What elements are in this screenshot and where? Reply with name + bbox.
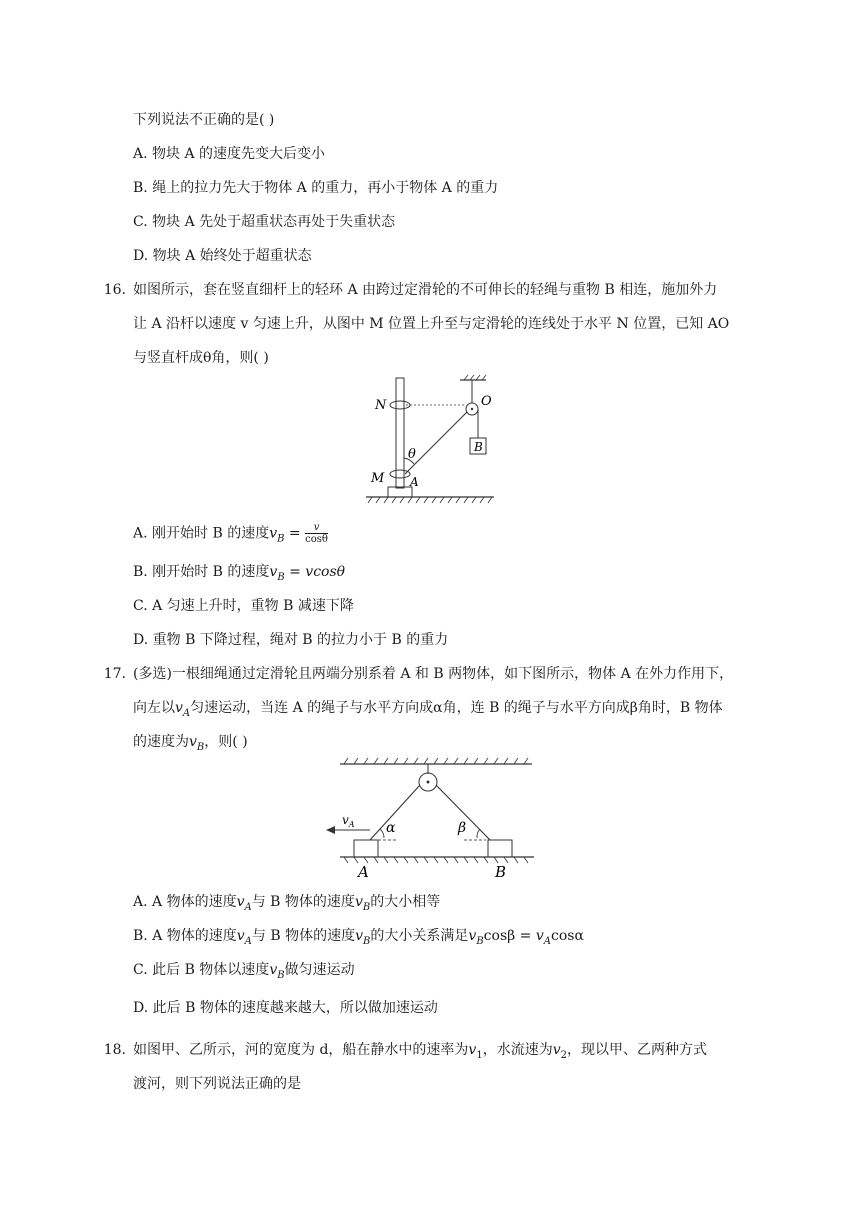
label-n: N — [375, 398, 387, 413]
q16-option-d: D. 重物 B 下降过程，绳对 B 的拉力小于 B 的重力 — [133, 632, 449, 648]
prev-option-d: D. 物块 A 始终处于超重状态 — [133, 248, 312, 264]
prev-question-stem: 下列说法不正确的是( ) — [133, 112, 275, 128]
q17-stem-line2: 向左以$v_A$匀速运动，当连 A 的绳子与水平方向成α角，连 B 的绳子与水平方向成β角时，B 物体 — [133, 700, 723, 719]
label-alpha: α — [386, 820, 396, 836]
q16-stem-line2: 让 A 沿杆以速度 v 匀速上升，从图中 M 位置上升至与定滑轮的连线处于水平 N 位置，已知 AO — [133, 316, 730, 332]
q17-stem-line3: 的速度为$v_B$，则( ) — [133, 734, 248, 753]
label-a: A — [410, 475, 419, 489]
label-va: $v_A$ — [342, 813, 355, 829]
q16-stem-line3: 与竖直杆成θ角，则( ) — [133, 350, 269, 366]
q16-number: 16. — [103, 282, 126, 298]
label-b: B — [474, 440, 483, 454]
q18-stem-line1: 如图甲、乙所示，河的宽度为 d，船在静水中的速率为$v_1$，水流速为$v_2$，现以甲、乙两种方式 — [133, 1042, 708, 1061]
q18-number: 18. — [103, 1042, 126, 1058]
label-beta: β — [458, 820, 467, 836]
q17-option-a: A. A 物体的速度$v_A$与 B 物体的速度$v_B$的大小相等 — [133, 894, 441, 913]
prev-option-a: A. 物块 A 的速度先变大后变小 — [133, 146, 326, 162]
q17-number: 17. — [103, 666, 126, 682]
prev-option-c: C. 物块 A 先处于超重状态再处于失重状态 — [133, 214, 396, 230]
q17-option-c: C. 此后 B 物体以速度$v_B$做匀速运动 — [133, 962, 355, 981]
label-theta: θ — [408, 447, 416, 462]
q17-option-b: B. A 物体的速度$v_A$与 B 物体的速度$v_B$的大小关系满足$v_B\cos\beta = v_A\cos\alpha$ — [133, 928, 584, 947]
q17-stem-line1: (多选)一根细绳通过定滑轮且两端分别系着 A 和 B 两物体，如下图所示，物体 A 在外力作用下， — [133, 666, 734, 682]
q16-option-b: B. 刚开始时 B 的速度$v_B = vcos\theta$ — [133, 564, 346, 583]
label-block-b: B — [495, 863, 507, 881]
q18-stem-line2: 渡河，则下列说法正确的是 — [133, 1076, 301, 1092]
label-m: M — [371, 471, 385, 486]
label-block-a: A — [358, 863, 369, 881]
q16-option-c: C. A 匀速上升时，重物 B 减速下降 — [133, 598, 354, 614]
q17-figure — [322, 756, 542, 884]
q17-option-d: D. 此后 B 物体的速度越来越大，所以做加速运动 — [133, 1000, 438, 1016]
q16-figure — [362, 372, 502, 512]
label-o: O — [481, 394, 492, 409]
q16-stem-line1: 如图所示，套在竖直细杆上的轻环 A 由跨过定滑轮的不可伸长的轻绳与重物 B 相连，施加外力 — [133, 282, 718, 298]
prev-option-b: B. 绳上的拉力先大于物体 A 的重力，再小于物体 A 的重力 — [133, 180, 499, 196]
q16-option-a: A. 刚开始时 B 的速度$v_B$ = $\frac{v}{\cos\theta}$ — [133, 522, 328, 545]
